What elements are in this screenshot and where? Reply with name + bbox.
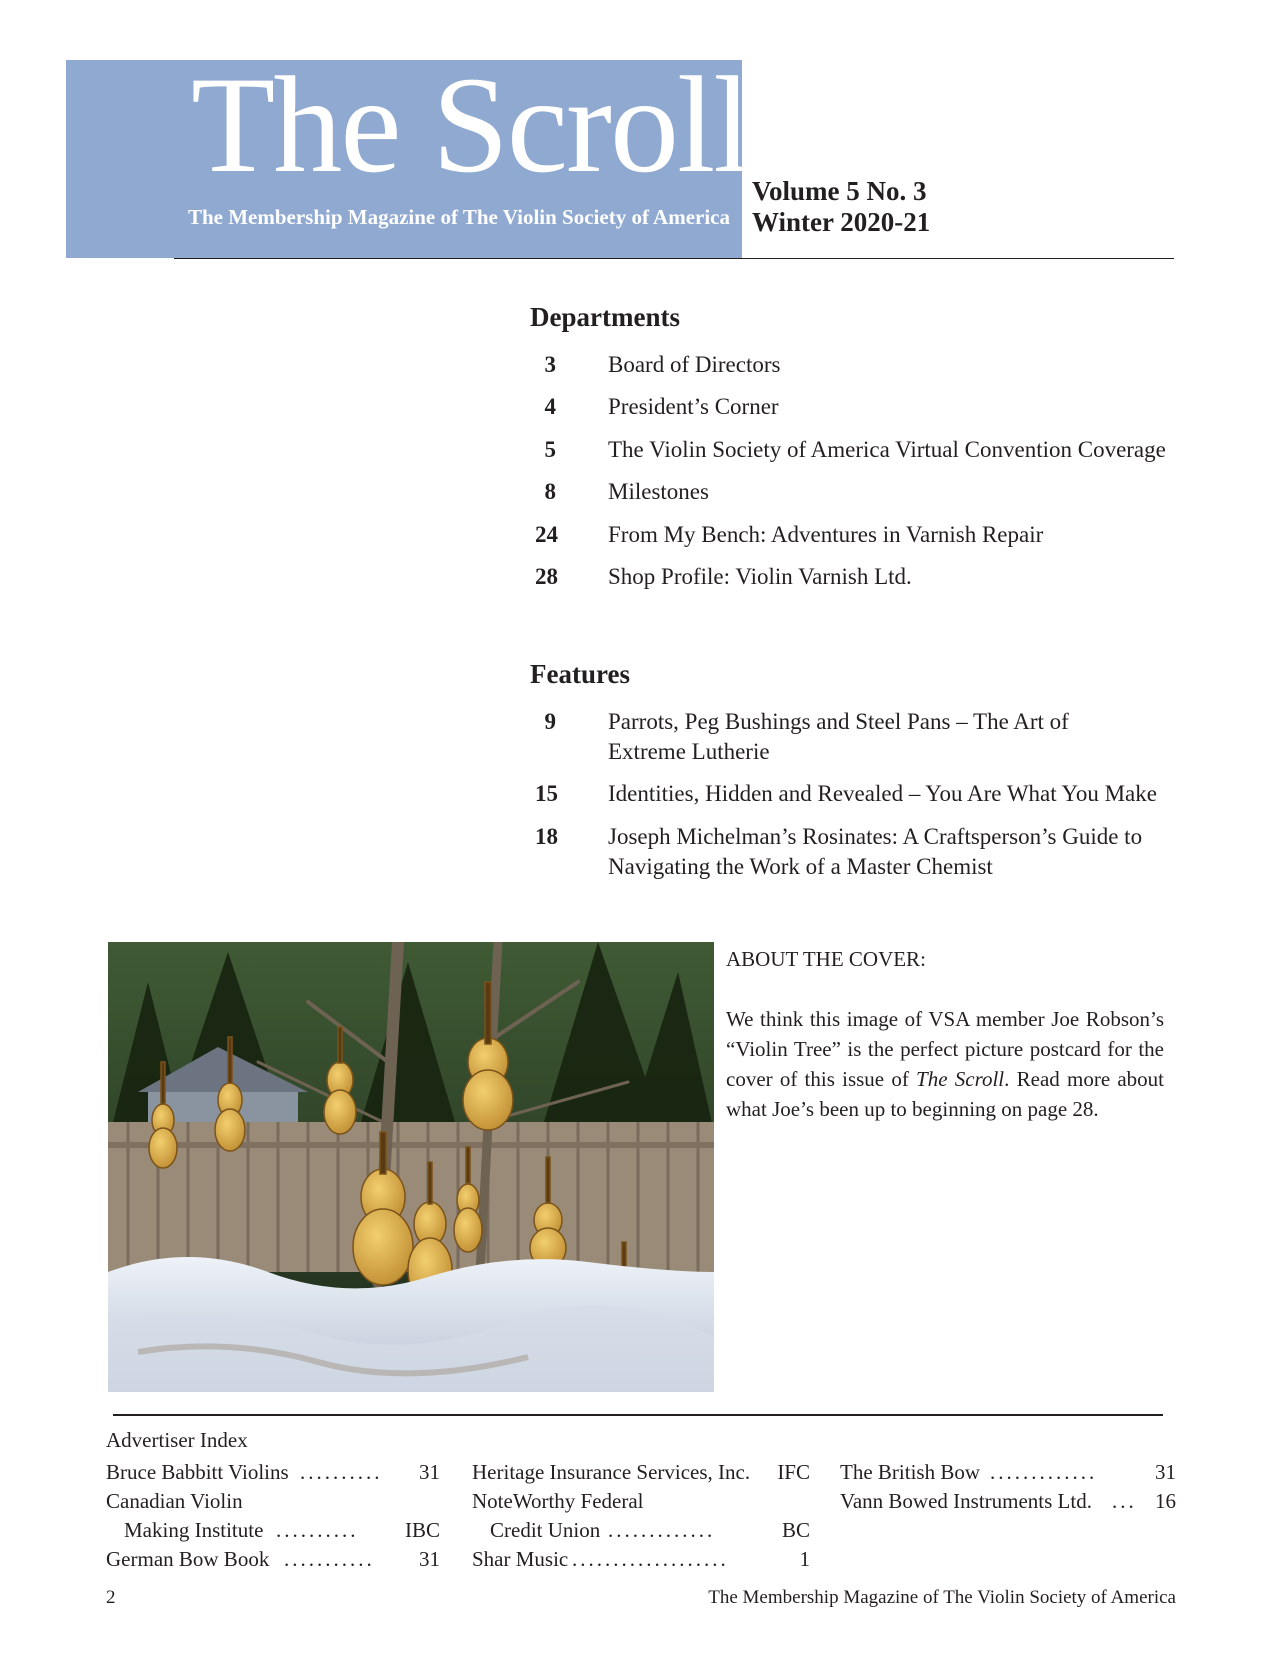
leader-dots: ...........	[284, 1547, 375, 1571]
toc-title: President’s Corner	[608, 394, 779, 419]
issue-season: Winter 2020-21	[752, 207, 931, 237]
leader-dots: .............	[608, 1518, 716, 1542]
toc-page-number: 18	[535, 824, 558, 849]
magazine-name-italic: The Scroll	[916, 1067, 1005, 1091]
advertiser-entry[interactable]	[472, 1545, 810, 1574]
masthead-banner	[66, 48, 750, 258]
toc-page-number: 3	[544, 352, 556, 377]
advertiser-entry[interactable]	[840, 1487, 1176, 1516]
cover-heading: ABOUT THE COVER:	[726, 947, 926, 971]
leader-dots: ...................	[572, 1547, 729, 1571]
toc-page-number: 8	[544, 479, 556, 504]
advertiser-name: Making Institute	[124, 1518, 264, 1542]
advertiser-name: Bruce Babbitt Violins	[106, 1460, 289, 1484]
leader-dots: ..........	[276, 1518, 359, 1542]
advertiser-entry[interactable]	[106, 1487, 440, 1516]
leader-dots: ...	[1112, 1489, 1137, 1513]
advertiser-column-3	[840, 1458, 1176, 1516]
advertiser-entry[interactable]	[840, 1458, 1176, 1487]
advertiser-entry[interactable]	[472, 1487, 810, 1516]
advertiser-name: Vann Bowed Instruments Ltd.	[840, 1489, 1092, 1513]
toc-page-number: 5	[544, 437, 556, 462]
volume-number: Volume 5 No. 3	[752, 176, 927, 206]
cover-description	[726, 1004, 1164, 1124]
toc-page-number: 15	[535, 781, 558, 806]
advertiser-page: 31	[419, 1547, 440, 1571]
footer-magazine-title: The Membership Magazine of The Violin Society of America	[708, 1587, 1176, 1608]
toc-title-line1: Identities, Hidden and Revealed – You Are What You Make	[608, 781, 1157, 806]
advertiser-name: Shar Music	[472, 1547, 569, 1571]
toc-page-number: 4	[544, 394, 556, 419]
advertiser-entry[interactable]	[106, 1545, 440, 1574]
features-heading: Features	[530, 659, 630, 689]
leader-dots: ..........	[300, 1460, 383, 1484]
advertiser-column-1	[106, 1458, 440, 1574]
issue-info	[752, 176, 930, 238]
toc-title-line2: Extreme Lutherie	[608, 739, 770, 764]
advertiser-column-2	[472, 1458, 810, 1574]
toc-title-line2: Navigating the Work of a Master Chemist	[608, 854, 993, 879]
advertiser-entry[interactable]	[106, 1516, 440, 1545]
toc-title-line1: Parrots, Peg Bushings and Steel Pans – The Art of	[608, 709, 1069, 734]
advertiser-page: IBC	[404, 1518, 440, 1542]
about-the-cover	[726, 944, 1164, 1124]
advertiser-entry[interactable]	[472, 1458, 810, 1487]
advertiser-name: Credit Union	[490, 1518, 601, 1542]
advertiser-page: 16	[1155, 1489, 1176, 1513]
advertiser-name: NoteWorthy Federal	[472, 1489, 644, 1513]
cover-photo	[108, 942, 714, 1392]
magazine-subtitle: The Membership Magazine of The Violin Society of America	[187, 205, 730, 229]
header-rule	[174, 258, 1174, 259]
toc-title: The Violin Society of America Virtual Convention Coverage	[608, 437, 1166, 462]
advertiser-page: BC	[781, 1518, 810, 1542]
toc-page-number: 9	[544, 709, 556, 734]
violin-tree-illustration	[108, 942, 714, 1392]
advertiser-name: Heritage Insurance Services, Inc.	[472, 1460, 751, 1484]
advertiser-page: 31	[1155, 1460, 1176, 1484]
advertiser-entry[interactable]	[472, 1516, 810, 1545]
toc-title-line1: Joseph Michelman’s Rosinates: A Craftsperson’s Guide to	[608, 824, 1143, 849]
advertiser-name: German Bow Book	[106, 1547, 270, 1571]
advertiser-entry[interactable]	[106, 1458, 440, 1487]
toc-title: Shop Profile: Violin Varnish Ltd.	[608, 564, 912, 589]
advertiser-page: 31	[419, 1460, 440, 1484]
departments-heading: Departments	[530, 302, 680, 332]
section-rule	[113, 1414, 1163, 1416]
advertiser-index-heading: Advertiser Index	[106, 1428, 248, 1452]
cover-text-part: We think this image of VSA member Joe Robson’s “Violin Tree” is the perfect picture postcard for the cover of this issue of	[726, 1007, 1164, 1091]
advertiser-name: Canadian Violin	[106, 1489, 243, 1513]
toc-title: Milestones	[608, 479, 709, 504]
advertiser-name: The British Bow	[840, 1460, 980, 1484]
toc-page-number: 24	[535, 522, 558, 547]
leader-dots: .............	[990, 1460, 1098, 1484]
cover-text-part: . Read more about what Joe’s been up to beginning on page 28.	[726, 1067, 1165, 1121]
page-number: 2	[106, 1587, 116, 1608]
advertiser-page: IFC	[777, 1460, 810, 1484]
toc-page-number: 28	[535, 564, 558, 589]
toc-title: From My Bench: Adventures in Varnish Repair	[608, 522, 1044, 547]
advertiser-page: 1	[799, 1547, 810, 1571]
toc-title: Board of Directors	[608, 352, 781, 377]
magazine-title: The Scroll	[191, 48, 750, 201]
